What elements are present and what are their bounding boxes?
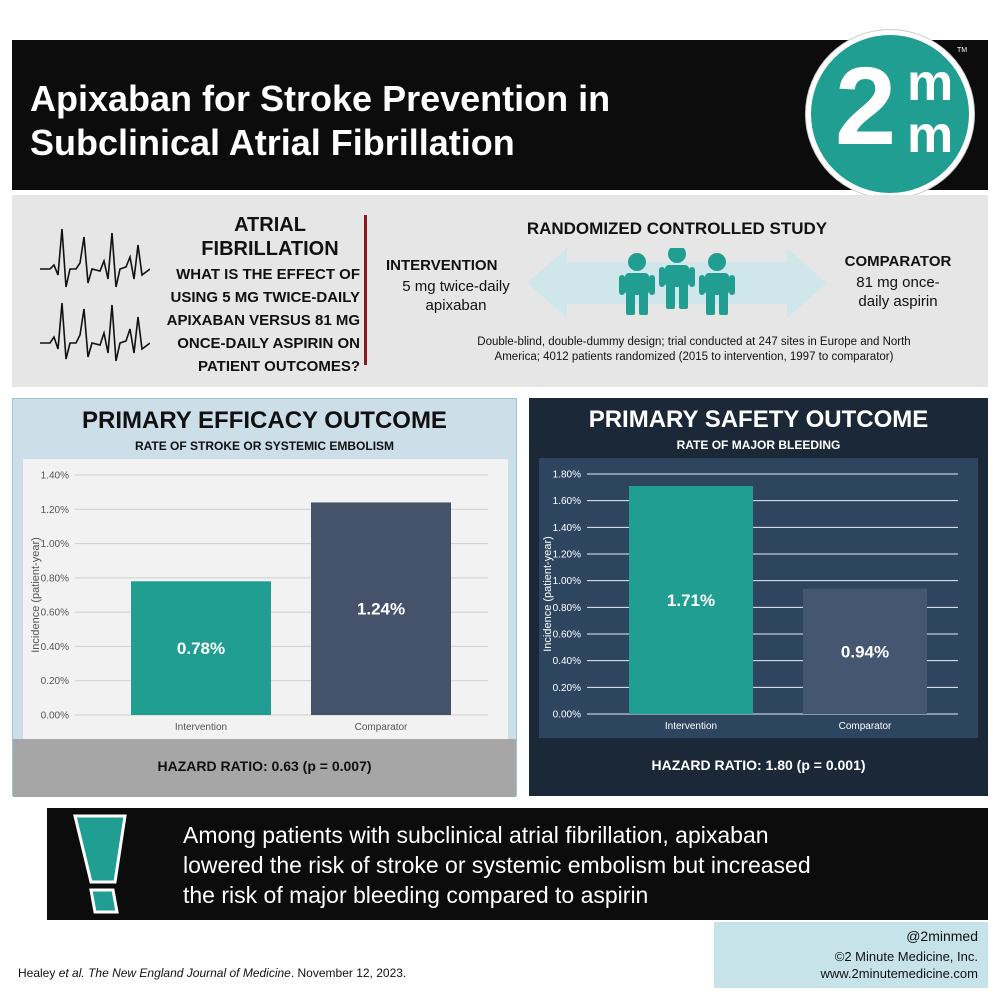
citation-etal: et al. [58,966,85,980]
logo-letter-top: m [907,54,954,112]
study-note-line: America; 4012 patients randomized (2015 to intervention, 1997 to comparator) [494,351,894,363]
question-line: PATIENT OUTCOMES? [198,358,360,375]
condition-heading-line-2: FIBRILLATION [201,238,339,260]
y-tick-label: 0.40% [552,656,581,668]
y-axis-label: Incidence (patient-year) [542,536,554,652]
question-line: WHAT IS THE EFFECT OF [176,266,360,283]
logo-letter-bottom: m [907,106,954,164]
title-line-1: Apixaban for Stroke Prevention in [30,78,611,119]
efficacy-panel [12,398,517,796]
bar-value-label: 0.94% [840,642,890,662]
bar-value-label: 0.78% [176,639,226,659]
y-tick-label: 0.00% [40,710,69,722]
conclusion-line: Among patients with subclinical atrial fibrillation, apixaban [183,822,769,848]
exclamation-icon [67,812,167,918]
citation [18,966,406,980]
comparator-desc-line: daily aspirin [858,293,938,310]
section-divider [364,215,367,365]
study-design-heading: RANDOMIZED CONTROLLED STUDY [526,219,828,238]
study-note-line: Double-blind, double-dummy design; trial conducted at 247 sites in Europe and North [477,336,911,348]
x-category-label: Comparator [838,721,892,732]
comparator-desc-line: 81 mg once- [856,274,940,291]
question-line: ONCE-DAILY ASPIRIN ON [177,335,360,352]
conclusion-banner [47,808,988,920]
copyright-text: ©2 Minute Medicine, Inc. [834,949,978,964]
y-tick-label: 0.80% [40,573,69,585]
condition-heading [180,213,360,261]
research-question [132,263,360,378]
y-tick-label: 0.80% [552,602,581,614]
safety-chart-area [539,458,978,738]
safety-bar-chart [539,458,978,738]
safety-subtitle: RATE OF MAJOR BLEEDING [676,438,841,452]
double-arrow-people-icon [527,248,827,318]
y-tick-label: 0.40% [40,641,69,653]
safety-panel [529,398,988,796]
comparator-label: COMPARATOR [844,253,952,270]
citation-date: . November 12, 2023. [290,966,407,980]
efficacy-hazard-ratio: HAZARD RATIO: 0.63 (p = 0.007) [157,758,372,774]
y-tick-label: 1.60% [552,496,581,508]
y-tick-label: 1.00% [552,576,581,588]
y-tick-label: 0.20% [40,676,69,688]
2minutemedicine-logo [806,30,974,198]
y-tick-label: 1.20% [40,504,69,516]
study-design-note [424,335,964,365]
efficacy-subtitle: RATE OF STROKE OR SYSTEMIC EMBOLISM [134,439,395,453]
y-tick-label: 0.00% [552,709,581,721]
intervention-desc-line: 5 mg twice-daily [402,278,510,295]
citation-author: Healey [18,966,56,980]
conclusion-line: lowered the risk of stroke or systemic embolism but increased [183,852,811,878]
x-category-label: Intervention [174,722,228,733]
y-tick-label: 0.20% [552,682,581,694]
question-line: APIXABAN VERSUS 81 MG [166,312,360,329]
logo-numeral: 2 [835,45,893,168]
page-title [30,77,790,165]
efficacy-hazard-band [13,739,516,797]
y-tick-label: 1.40% [552,522,581,534]
y-tick-label: 1.00% [40,539,69,551]
website-link[interactable]: www.2minutemedicine.com [820,966,978,981]
comparator-description [824,273,972,311]
efficacy-chart-area [23,459,508,739]
x-category-label: Comparator [354,722,408,733]
efficacy-title: PRIMARY EFFICACY OUTCOME [82,407,447,434]
condition-heading-line-1: ATRIAL [234,214,306,236]
social-handle: @2minmed [906,928,978,944]
safety-hazard-band [529,738,988,796]
safety-title: PRIMARY SAFETY OUTCOME [588,406,929,433]
efficacy-bar-chart [23,459,508,739]
credits-box [714,922,988,988]
logo-trademark: TM [957,47,968,54]
conclusion-text [183,820,983,910]
intervention-label: INTERVENTION [386,257,498,274]
intervention-desc-line: apixaban [425,297,487,314]
y-tick-label: 1.80% [552,469,581,481]
bar-value-label: 1.24% [356,599,406,619]
conclusion-line: the risk of major bleeding compared to aspirin [183,882,649,908]
study-overview [12,195,988,387]
question-line: USING 5 MG TWICE-DAILY [170,289,360,306]
intervention-description [386,277,526,315]
y-tick-label: 0.60% [40,607,69,619]
x-category-label: Intervention [664,721,718,732]
title-line-2: Subclinical Atrial Fibrillation [30,122,515,163]
safety-hazard-ratio: HAZARD RATIO: 1.80 (p = 0.001) [651,757,866,773]
y-tick-label: 0.60% [552,629,581,641]
bar-value-label: 1.71% [666,591,716,610]
y-tick-label: 1.40% [40,470,69,482]
citation-journal: The New England Journal of Medicine [88,966,291,980]
y-axis-label: Incidence (patient-year) [30,537,42,653]
y-tick-label: 1.20% [552,549,581,561]
